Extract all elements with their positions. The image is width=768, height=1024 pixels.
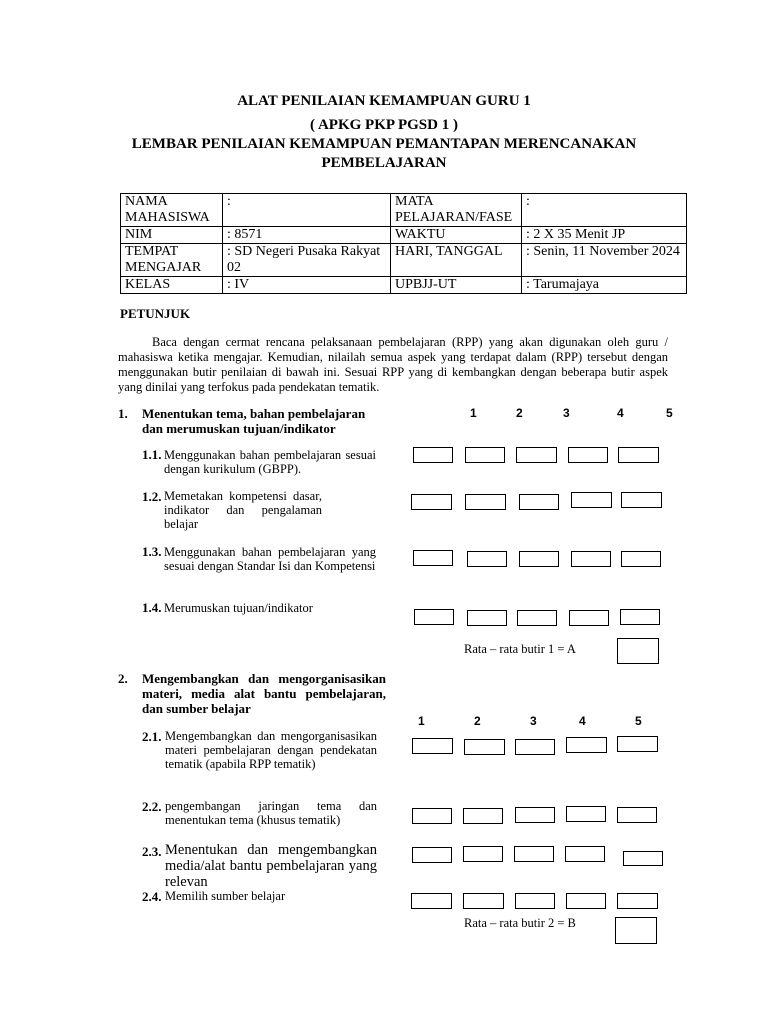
value-cell: : 8571 xyxy=(223,227,391,244)
score-box[interactable] xyxy=(412,808,452,824)
item-text: Menggunakan bahan pembelajaran sesuai dengan kurikulum (GBPP). xyxy=(164,448,376,476)
score-box[interactable] xyxy=(620,609,660,625)
scale-label: 4 xyxy=(579,714,586,728)
item-number: 2.3. xyxy=(142,844,162,859)
value-cell: : Tarumajaya xyxy=(522,277,687,294)
value-cell: : SD Negeri Pusaka Rakyat 02 xyxy=(223,244,391,277)
score-box[interactable] xyxy=(617,893,658,909)
identity-table xyxy=(120,193,687,294)
score-box[interactable] xyxy=(514,846,554,862)
value-cell: : 2 X 35 Menit JP xyxy=(522,227,687,244)
score-box[interactable] xyxy=(411,494,452,510)
score-box[interactable] xyxy=(463,846,503,862)
petunjuk-heading: PETUNJUK xyxy=(120,306,191,321)
score-box[interactable] xyxy=(413,447,453,463)
label-cell: MATA PELAJARAN/FASE xyxy=(391,194,522,227)
table-row xyxy=(121,277,687,294)
doc-heading-line: PEMBELAJARAN xyxy=(321,155,447,171)
item-number: 2.2. xyxy=(142,799,162,814)
score-box[interactable] xyxy=(617,736,658,752)
score-box[interactable] xyxy=(515,893,555,909)
label-cell: UPBJJ-UT xyxy=(391,277,522,294)
item-text: Mengembangkan dan mengorganisasikan materi pembelajaran dengan pendekatan tematik (apabila RPP tematik) xyxy=(165,729,377,771)
score-box[interactable] xyxy=(467,610,507,626)
item-text: Memilih sumber belajar xyxy=(165,889,286,903)
item-number: 1.4. xyxy=(142,600,162,615)
score-box[interactable] xyxy=(414,609,454,625)
score-box[interactable] xyxy=(465,447,505,463)
score-box[interactable] xyxy=(519,494,559,510)
scale-label: 2 xyxy=(516,406,523,420)
scale-label: 5 xyxy=(635,714,642,728)
score-box[interactable] xyxy=(412,847,452,863)
item-text: Menentukan dan mengembangkan media/alat bantu pembelajaran yang relevan xyxy=(165,842,377,890)
score-box[interactable] xyxy=(519,551,559,567)
score-box[interactable] xyxy=(617,807,657,823)
score-box[interactable] xyxy=(568,447,608,463)
table-row xyxy=(121,194,687,227)
section-title: Mengembangkan dan mengorganisasikan materi, media alat bantu pembelajaran, dan sumber belajar xyxy=(142,671,386,716)
score-box[interactable] xyxy=(515,739,555,755)
score-box[interactable] xyxy=(566,737,607,753)
doc-title: ALAT PENILAIAN KEMAMPUAN GURU 1 xyxy=(237,93,531,109)
value-cell: : IV xyxy=(223,277,391,294)
score-box[interactable] xyxy=(566,893,606,909)
section-title: Menentukan tema, bahan pembelajaran dan merumuskan tujuan/indikator xyxy=(142,406,366,436)
section-number: 2. xyxy=(118,671,128,686)
score-box[interactable] xyxy=(517,610,557,626)
scale-label: 3 xyxy=(530,714,537,728)
label-cell: HARI, TANGGAL xyxy=(391,244,522,277)
score-box[interactable] xyxy=(463,808,503,824)
scale-label: 1 xyxy=(470,406,477,420)
score-box[interactable] xyxy=(571,551,611,567)
table-row xyxy=(121,227,687,244)
item-text: Menggunakan bahan pembelajaran yang sesuai dengan Standar Isi dan Kompetensi xyxy=(164,545,376,573)
item-number: 2.4. xyxy=(142,889,162,904)
item-number: 1.2. xyxy=(142,489,162,504)
section-number: 1. xyxy=(118,406,128,421)
item-text: Memetakan kompetensi dasar, indikator dan pengalaman belajar xyxy=(164,489,322,531)
label-cell: WAKTU xyxy=(391,227,522,244)
average-label: Rata – rata butir 2 = B xyxy=(464,916,576,930)
score-box[interactable] xyxy=(566,806,606,822)
item-number: 1.3. xyxy=(142,544,162,559)
score-box[interactable] xyxy=(565,846,605,862)
average-box[interactable] xyxy=(617,638,659,664)
label-cell: NIM xyxy=(121,227,223,244)
petunjuk-text: Baca dengan cermat rencana pelaksanaan pembelajaran (RPP) yang akan digunakan oleh guru / mahasiswa ketika mengajar. Kemudian, nilailah semua aspek yang terdapat dalam (RPP) tersebut dengan menggunakan butir penilaian di bawah ini. Sesuai RPP yang di kembangkan dengan beberapa butir aspek yang dinilai yang terfokus pada pendekatan tematik. xyxy=(118,335,668,394)
score-box[interactable] xyxy=(515,807,555,823)
value-cell: : Senin, 11 November 2024 xyxy=(522,244,687,277)
score-box[interactable] xyxy=(463,893,504,909)
scale-label: 2 xyxy=(474,714,481,728)
score-box[interactable] xyxy=(621,492,662,508)
score-box[interactable] xyxy=(465,494,506,510)
score-box[interactable] xyxy=(618,447,659,463)
score-box[interactable] xyxy=(569,610,609,626)
item-text: pengembangan jaringan tema dan menentukan tema (khusus tematik) xyxy=(165,799,377,827)
scale-label: 4 xyxy=(617,406,624,420)
value-cell: : xyxy=(223,194,391,227)
label-cell: NAMA MAHASISWA xyxy=(121,194,223,227)
scale-label: 5 xyxy=(666,406,673,420)
score-box[interactable] xyxy=(516,447,557,463)
score-box[interactable] xyxy=(412,738,453,754)
score-box[interactable] xyxy=(467,551,507,567)
table-row xyxy=(121,244,687,277)
doc-heading-line: LEMBAR PENILAIAN KEMAMPUAN PEMANTAPAN MERENCANAKAN xyxy=(131,136,637,152)
average-box[interactable] xyxy=(615,917,657,944)
item-number: 1.1. xyxy=(142,447,162,462)
score-box[interactable] xyxy=(621,551,661,567)
score-box[interactable] xyxy=(623,851,663,866)
score-box[interactable] xyxy=(571,492,612,508)
label-cell: KELAS xyxy=(121,277,223,294)
item-number: 2.1. xyxy=(142,729,162,744)
average-label: Rata – rata butir 1 = A xyxy=(464,642,576,656)
value-cell: : xyxy=(522,194,687,227)
score-box[interactable] xyxy=(464,739,505,755)
label-cell: TEMPAT MENGAJAR xyxy=(121,244,223,277)
scale-label: 1 xyxy=(418,714,425,728)
item-text: Merumuskan tujuan/indikator xyxy=(164,601,313,615)
scale-label: 3 xyxy=(563,406,570,420)
score-box[interactable] xyxy=(413,550,453,566)
doc-subtitle: ( APKG PKP PGSD 1 ) xyxy=(310,117,458,133)
score-box[interactable] xyxy=(411,893,452,909)
